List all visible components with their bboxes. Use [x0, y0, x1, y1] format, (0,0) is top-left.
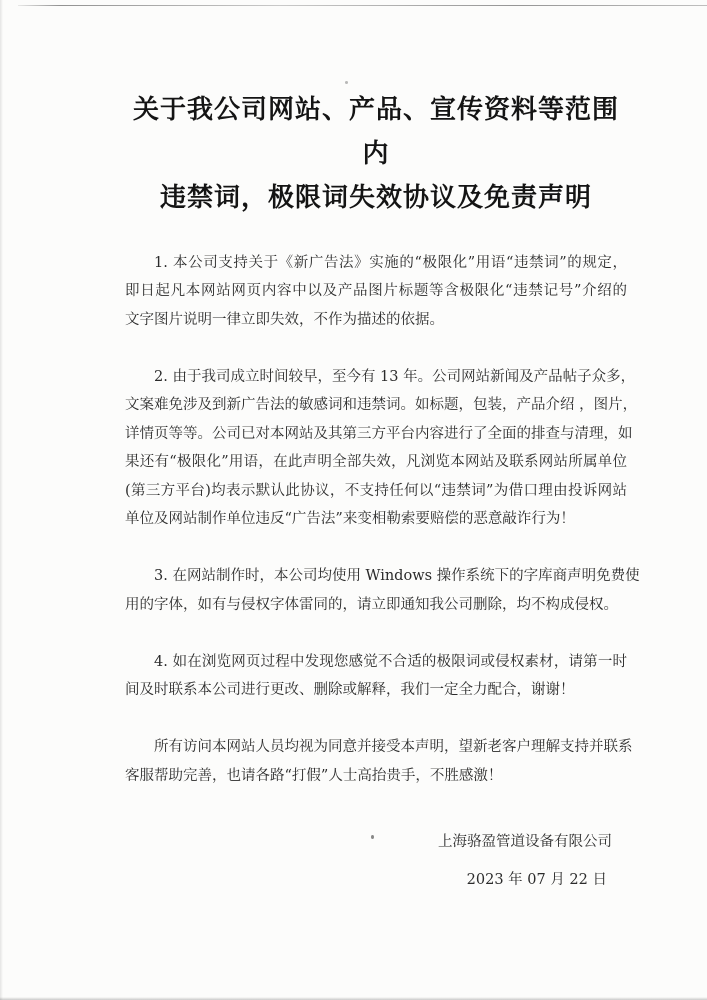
text-line: 客服帮助完善，也请各路“打假”人士高抬贵手，不胜感激！ — [125, 767, 503, 784]
text-line: 2. 由于我司成立时间较早，至今有 13 年。公司网站新闻及产品帖子众多， — [154, 368, 636, 385]
paragraph — [125, 648, 627, 705]
text-line: 用的字体，如有与侵权字体雷同的，请立即通知我公司删除，均不构成侵权。 — [125, 596, 618, 613]
document-title-line-2: 违禁词，极限词失效协议及免责声明 — [159, 183, 592, 213]
signature-company: 上海骆盈管道设备有限公司 — [438, 833, 612, 850]
text-line: 4. 如在浏览网页过程中发现您感觉不合适的极限词或侵权素材，请第一时 — [154, 653, 627, 670]
document-title — [125, 88, 627, 220]
text-line: 3. 在网站制作时，本公司均使用 Windows 操作系统下的字库商声明免费使 — [154, 568, 640, 584]
signature-date: 2023 年 07 月 22 日 — [466, 871, 607, 888]
signature-block — [125, 828, 627, 895]
scan-speck — [345, 81, 348, 84]
text-line: (第三方平台)均表示默认此协议，不支持任何以“违禁词”为借口理由投诉网站 — [125, 482, 627, 499]
paragraph — [125, 733, 633, 790]
text-line: 单位及网站制作单位违反“广告法”来变相勒索要赔偿的恶意敲诈行为！ — [125, 511, 575, 527]
text-line: 文字图片说明一律立即失效，不作为描述的依据。 — [125, 311, 444, 328]
scan-edge-left — [0, 0, 3, 1000]
scan-edge-top — [18, 5, 707, 6]
text-line: 间及时联系本公司进行更改、删除或解释，我们一定全力配合，谢谢！ — [125, 682, 575, 698]
text-line: 文案难免涉及到新广告法的敏感词和违禁词。如标题，包装，产品介绍 ，图片， — [125, 397, 638, 413]
document-title-line-1: 关于我公司网站、产品、宣传资料等范围内 — [132, 95, 619, 169]
text-line: 即日起凡本网站网页内容中以及产品图片标题等含极限化“违禁记号”介绍的 — [125, 283, 627, 299]
text-line: 所有访问本网站人员均视为同意并接受本声明，望新老客户理解支持并联系 — [154, 739, 633, 755]
document-text-block — [125, 88, 640, 894]
text-line: 详情页等等。公司已对本网站及其第三方平台内容进行了全面的排查与清理，如 — [125, 425, 633, 442]
text-line: 果还有“极限化”用语，在此声明全部失效，凡浏览本网站及联系网站所属单位 — [125, 454, 627, 470]
paragraph — [125, 363, 638, 534]
paragraph — [125, 249, 627, 335]
document-body — [125, 249, 640, 791]
text-line: 1. 本公司支持关于《新广告法》实施的“极限化”用语“违禁词”的规定， — [154, 254, 627, 271]
paragraph — [125, 562, 640, 619]
